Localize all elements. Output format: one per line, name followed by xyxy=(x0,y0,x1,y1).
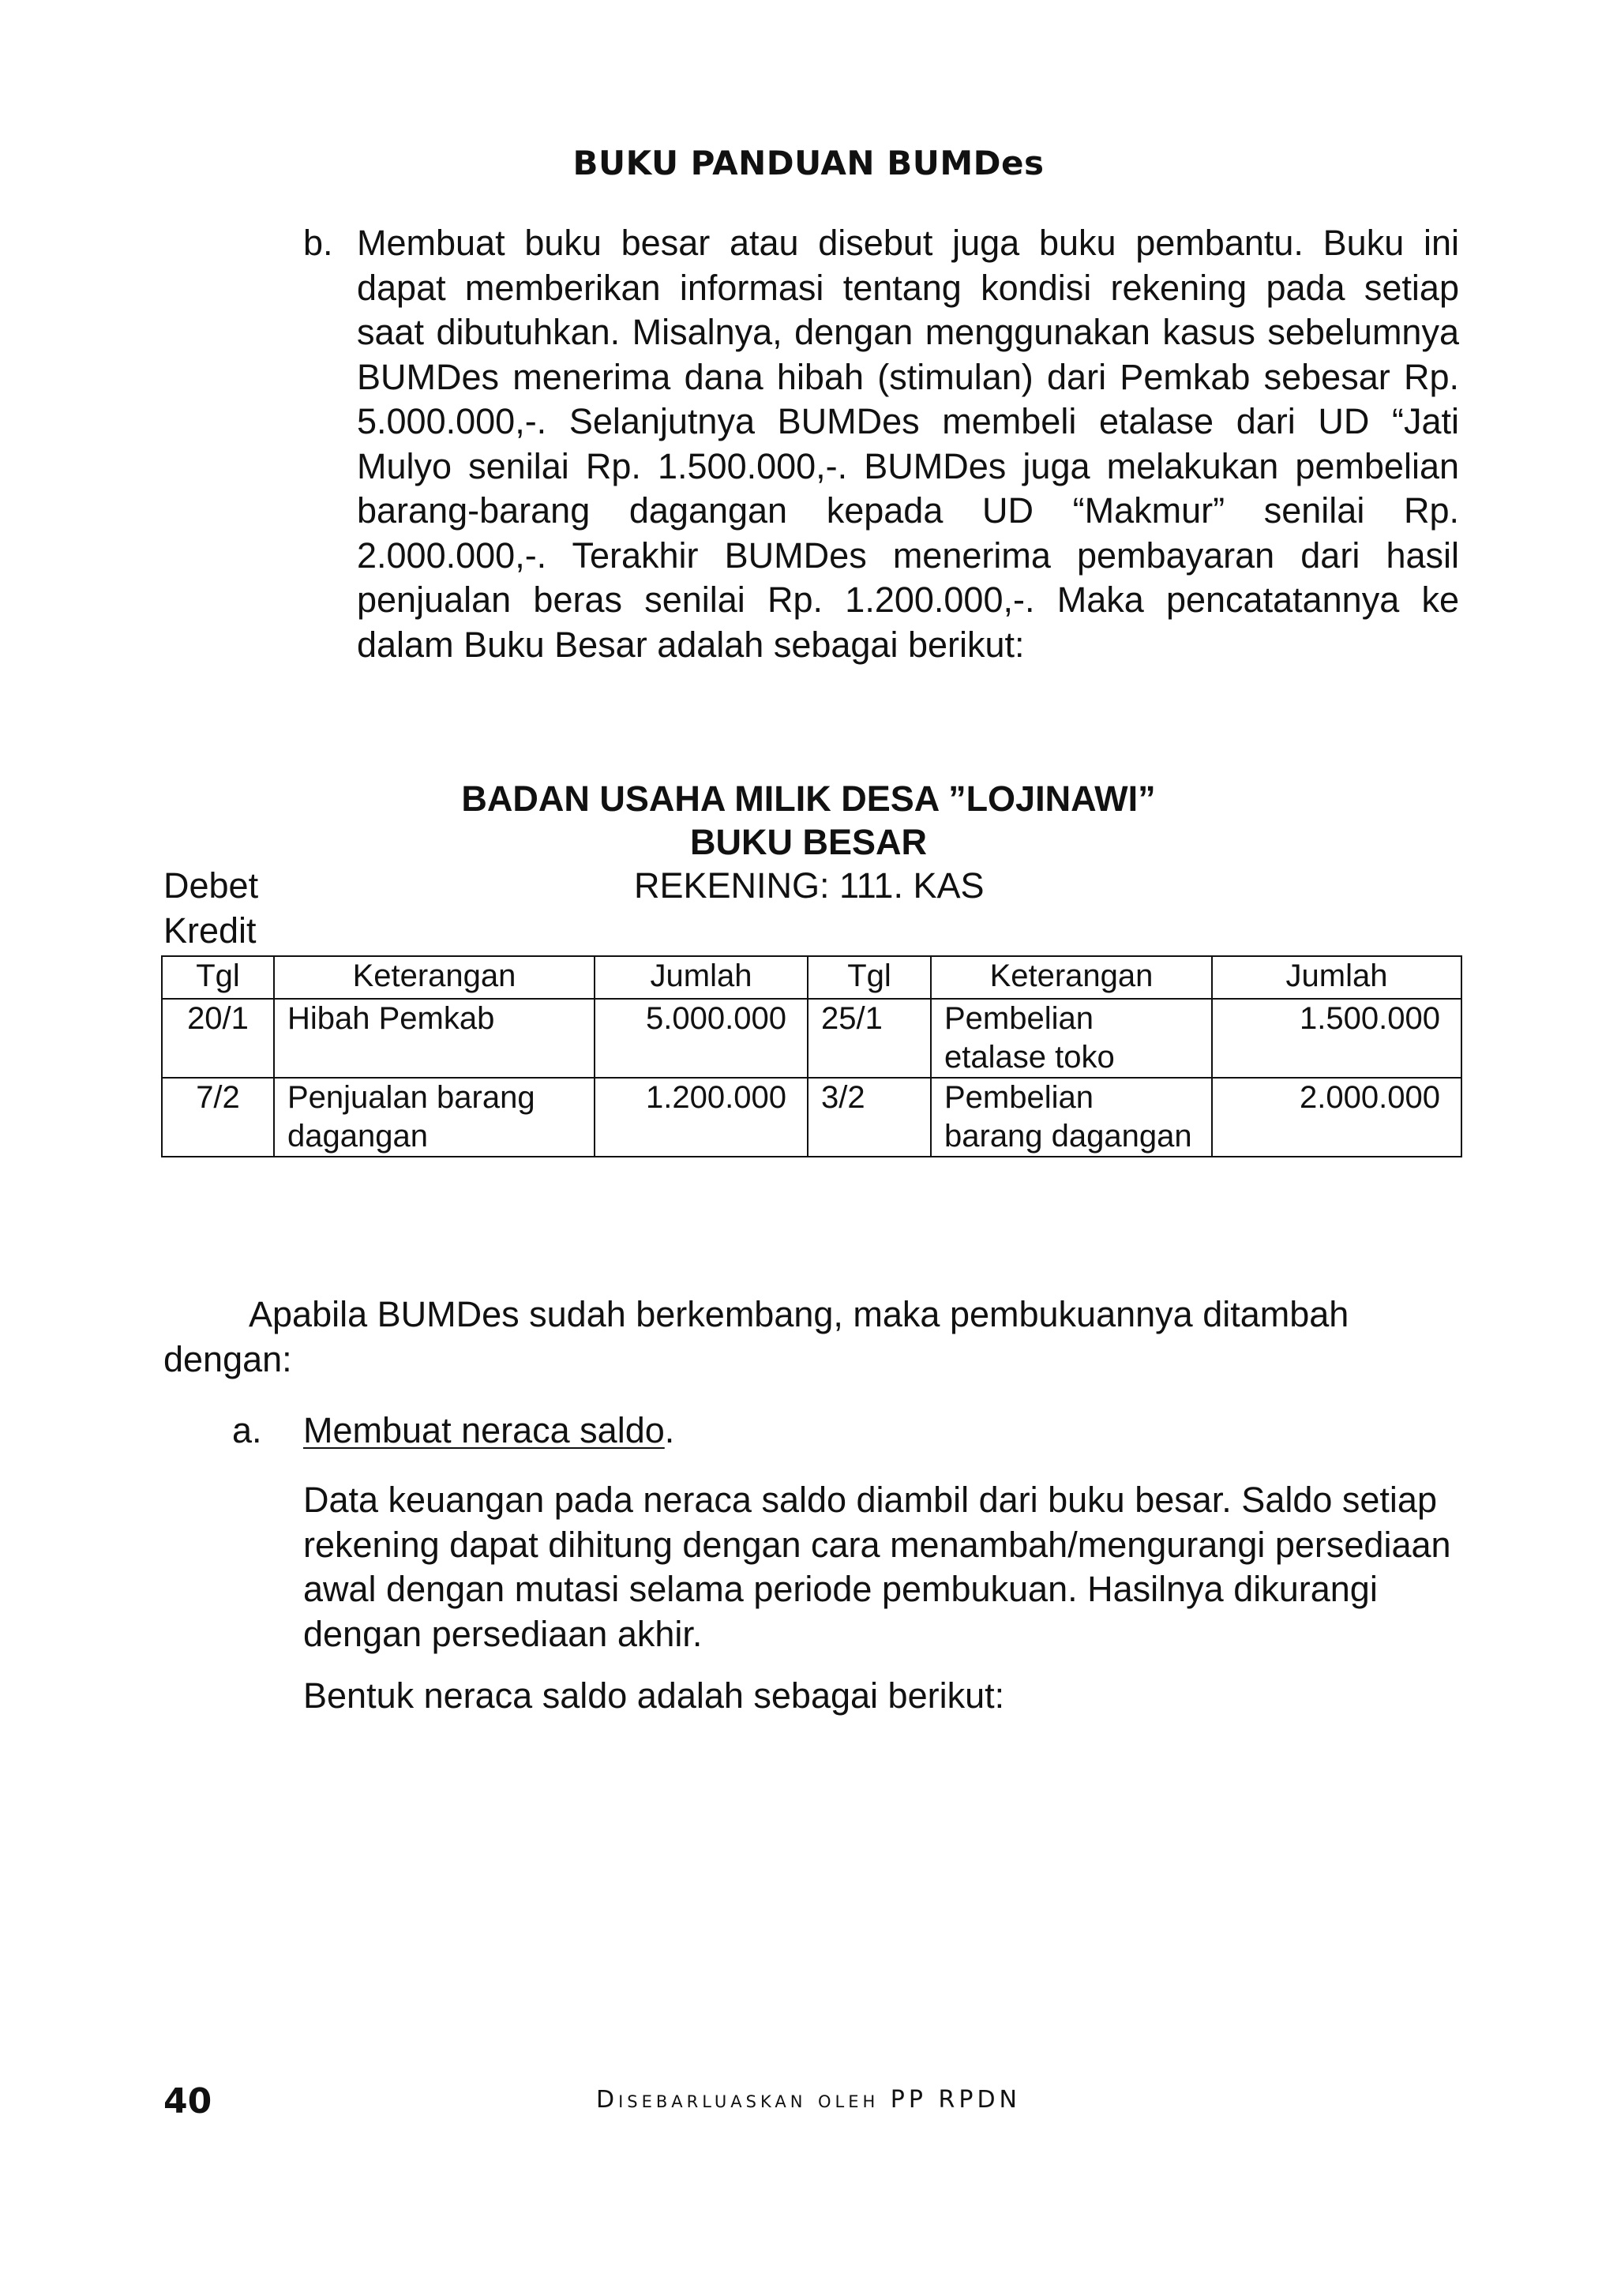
account-label: REKENING: 111. KAS xyxy=(634,865,985,906)
list-marker: b. xyxy=(303,223,333,263)
list-item-a-text: Data keuangan pada neraca saldo diambil dari buku besar. Saldo setiap rekening dapat dihitung dengan cara menambah/mengurangi persediaan awal dengan mutasi selama periode pembukuan. Hasilnya dikurangi dengan persediaan akhir. xyxy=(303,1480,1451,1654)
debit-amount: 5.000.000 xyxy=(595,999,808,1078)
credit-description: Pembelian barang dagangan xyxy=(931,1078,1212,1157)
development-paragraph xyxy=(163,1292,1459,1382)
table-row xyxy=(162,1078,1461,1157)
table-row xyxy=(162,999,1461,1078)
column-header: Keterangan xyxy=(931,956,1212,999)
credit-amount: 1.500.000 xyxy=(1212,999,1461,1078)
ledger-table xyxy=(161,955,1462,1157)
column-header: Tgl xyxy=(808,956,931,999)
ledger-book-title: BUKU BESAR xyxy=(689,822,927,862)
underlined-heading: Membuat neraca saldo xyxy=(303,1410,665,1450)
list-item-text: Membuat buku besar atau disebut juga buku pembantu. Buku ini dapat memberikan informasi tentang kondisi rekening pada setiap saat dibutuhkan. Misalnya, dengan menggunakan kasus sebelumnya BUMDes menerima dana hibah (stimulan) dari Pemkab sebesar Rp. 5.000.000,-. Selanjutnya BUMDes membeli etalase dari UD “Jati Mulyo senilai Rp. 1.500.000,-. BUMDes juga melakukan pembelian barang-barang dagangan kepada UD “Makmur” senilai Rp. 2.000.000,-. Terakhir BUMDes menerima pembayaran dari hasil penjualan beras senilai Rp. 1.200.000,-. Maka pencatatannya ke dalam Buku Besar adalah sebagai berikut: xyxy=(357,223,1459,665)
debet-label: Debet xyxy=(163,865,259,906)
footer-credit: Disebarluaskan oleh PP RPDN xyxy=(595,2086,1021,2114)
paragraph-text: Apabila BUMDes sudah berkembang, maka pembukuannya ditambah dengan: xyxy=(163,1294,1349,1379)
column-header: Tgl xyxy=(162,956,274,999)
kredit-label: Kredit xyxy=(163,910,257,951)
credit-date: 25/1 xyxy=(808,999,931,1078)
debit-amount: 1.200.000 xyxy=(595,1078,808,1157)
debit-description: Hibah Pemkab xyxy=(274,999,595,1078)
list-marker: a. xyxy=(232,1410,262,1450)
page-number: 40 xyxy=(163,2081,212,2122)
ledger-org-title: BADAN USAHA MILIK DESA ”LOJINAWI” xyxy=(461,778,1156,819)
list-item-b xyxy=(303,221,1459,667)
credit-date: 3/2 xyxy=(808,1078,931,1157)
debit-description: Penjualan barang dagangan xyxy=(274,1078,595,1157)
debit-date: 7/2 xyxy=(162,1078,274,1157)
credit-description: Pembelian etalase toko xyxy=(931,999,1212,1078)
table-header-row xyxy=(162,956,1461,999)
column-header: Jumlah xyxy=(595,956,808,999)
column-header: Keterangan xyxy=(274,956,595,999)
list-item-a-heading xyxy=(303,1410,674,1451)
debit-date: 20/1 xyxy=(162,999,274,1078)
list-item-a-form-text: Bentuk neraca saldo adalah sebagai berikut: xyxy=(303,1675,1005,1716)
column-header: Jumlah xyxy=(1212,956,1461,999)
credit-amount: 2.000.000 xyxy=(1212,1078,1461,1157)
running-title: BUKU PANDUAN BUMDes xyxy=(572,144,1045,182)
heading-period: . xyxy=(664,1410,675,1450)
